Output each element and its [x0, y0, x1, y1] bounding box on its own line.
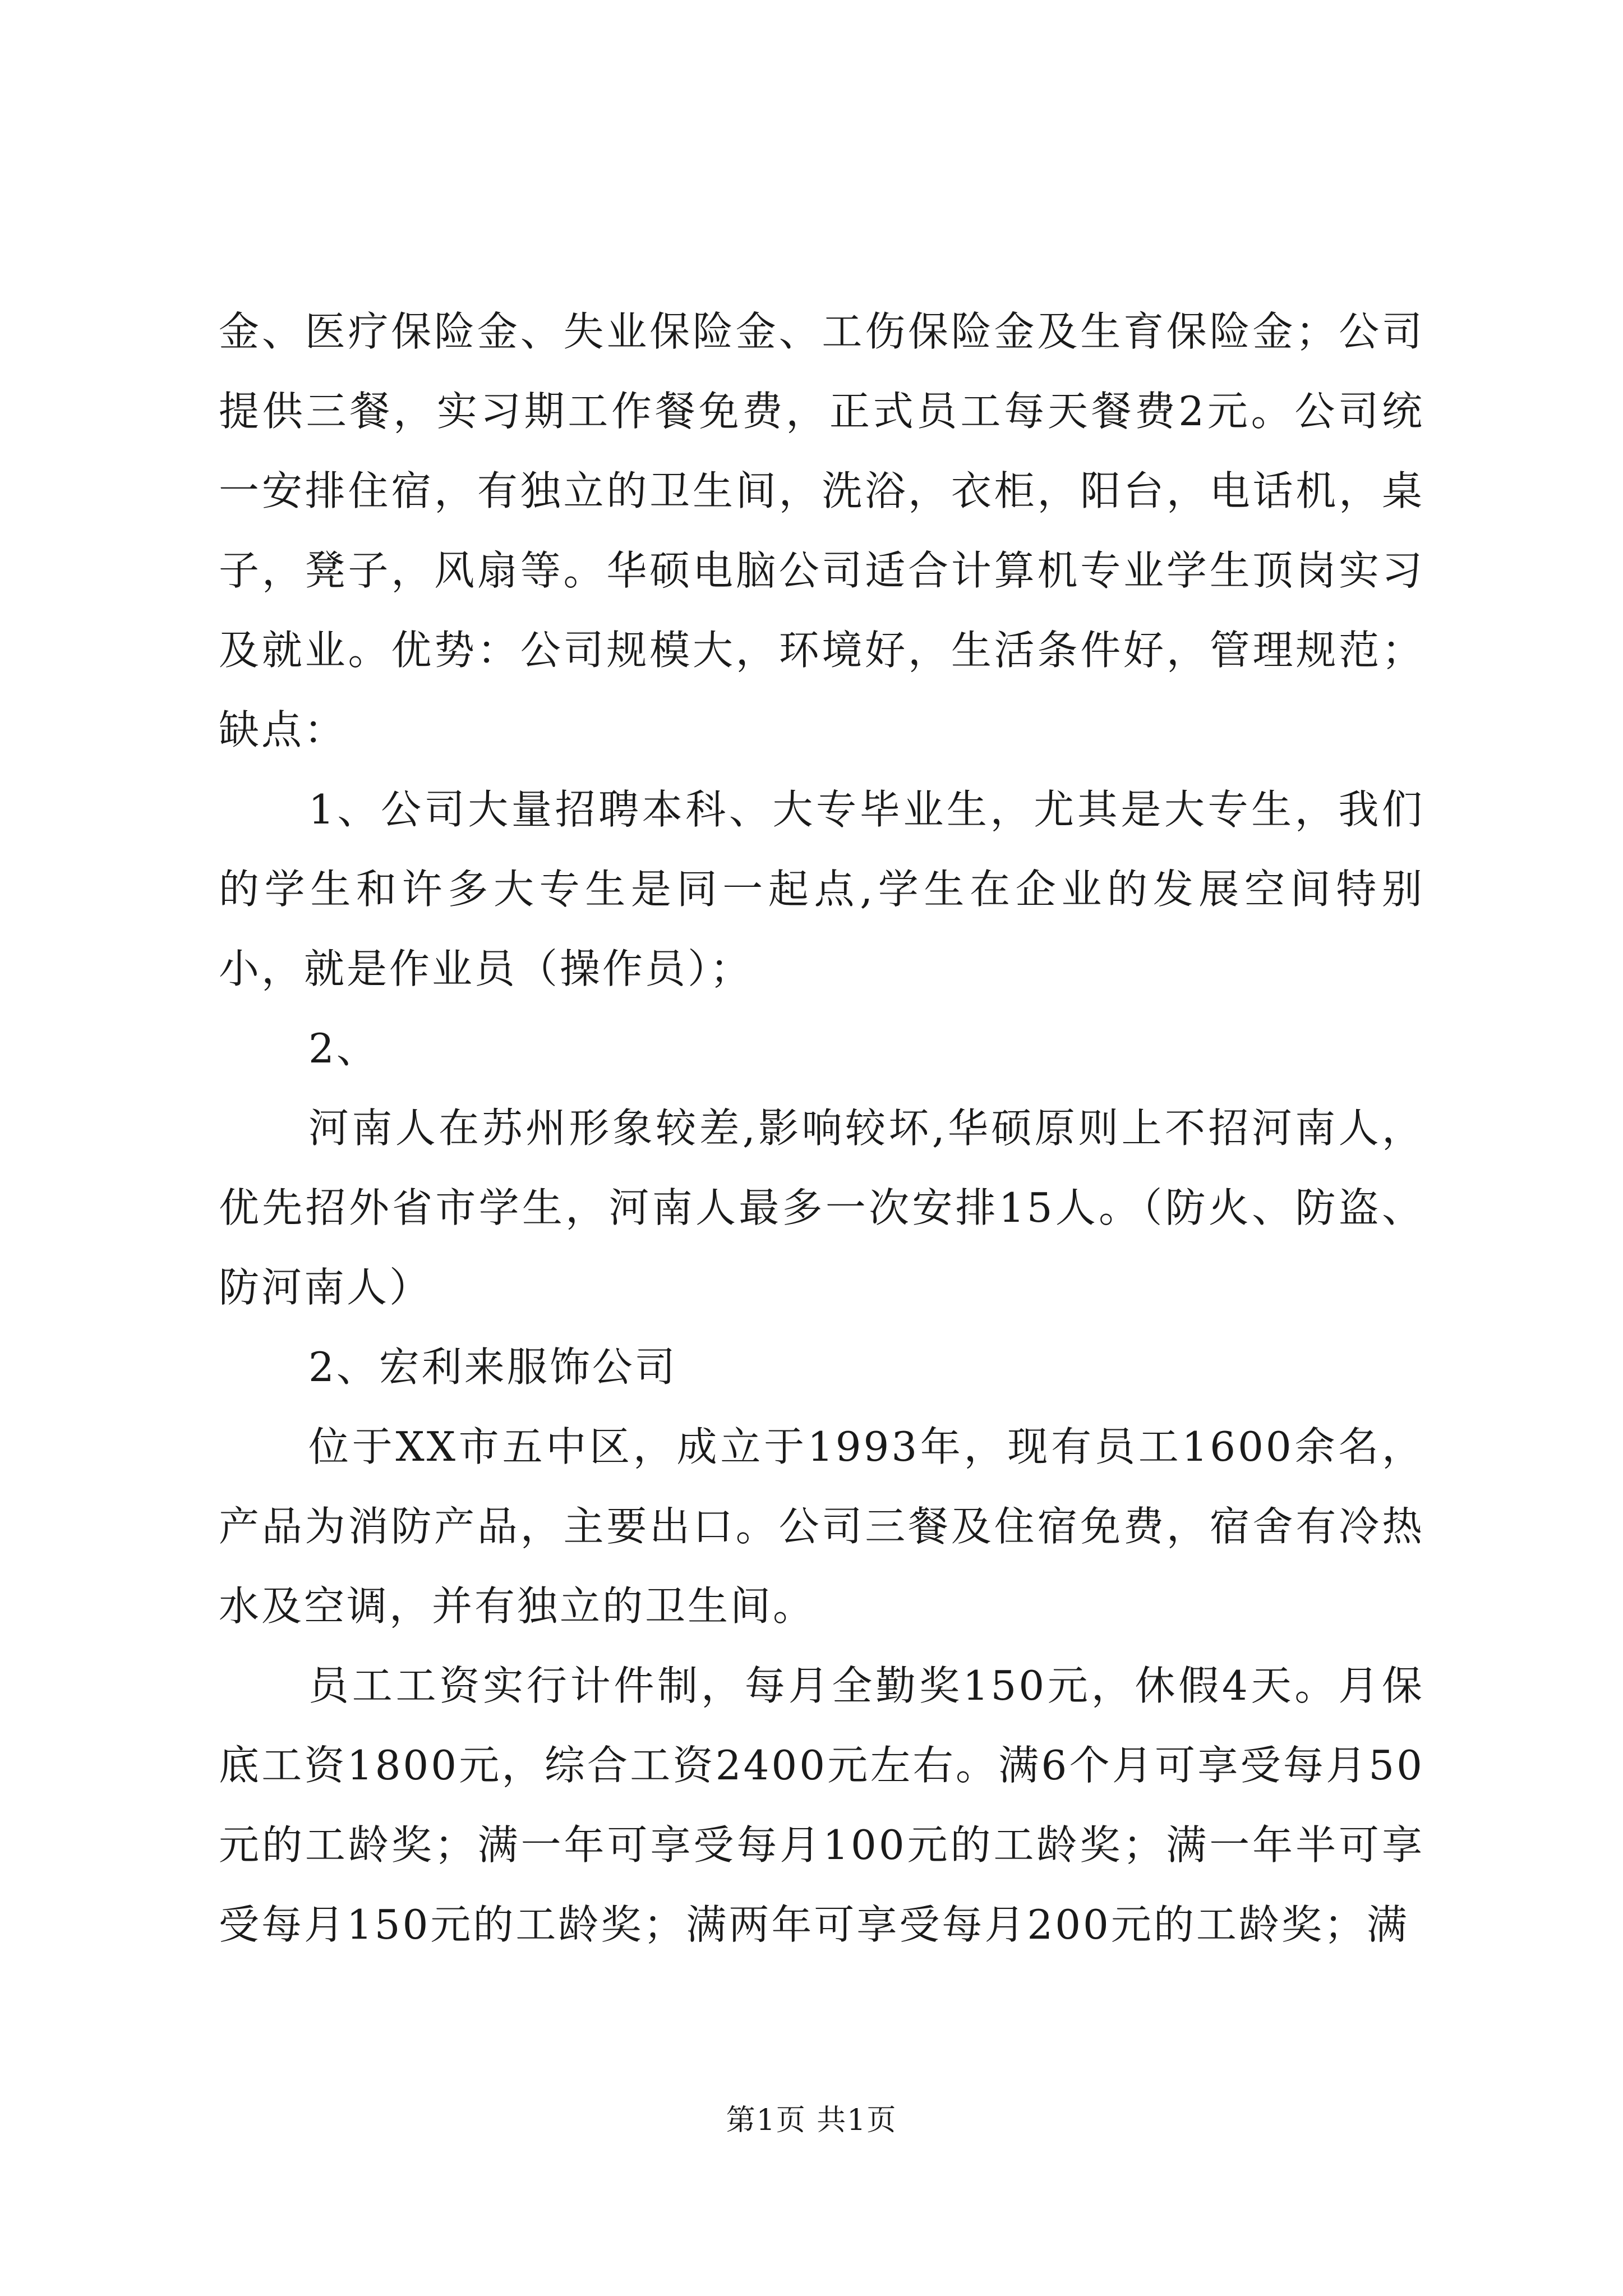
paragraph-company-intro: 位于XX市五中区，成立于1993年，现有员工1600余名，产品为消防产品，主要出口。公司三餐及住宿免费，宿舍有冷热水及空调，并有独立的卫生间。: [219, 1423, 1424, 1630]
paragraph-drawback-1: 1、公司大量招聘本科、大专毕业生，尤其是大专生，我们的学生和许多大专生是同一起点,学生在企业的发展空间特别小，就是作业员（操作员）；: [219, 786, 1424, 992]
paragraph-salary: 员工工资实行计件制，每月全勤奖150元，休假4天。月保底工资1800元，综合工资2400元左右。满6个月可享受每月50元的工龄奖；满一年可享受每月100元的工龄奖；满一年半可享受每月150元的工龄奖；满两年可享受每月200元的工龄奖；满: [219, 1662, 1424, 1948]
paragraph-drawback-2-number: 2、: [308, 1025, 379, 1072]
section-heading-company-2: 2、宏利来服饰公司: [308, 1343, 677, 1391]
paragraph-benefits-continued: 金、医疗保险金、失业保险金、工伤保险金及生育保险金；公司提供三餐，实习期工作餐免费，正式员工每天餐费2元。公司统一安排住宿，有独立的卫生间，洗浴，衣柜，阳台，电话机，桌子，凳子，风扇等。华硕电脑公司适合计算机专业学生顶岗实习及就业。优势：公司规模大，环境好，生活条件好，管理规范；缺点：: [219, 308, 1424, 753]
document-body: [219, 292, 1424, 1964]
paragraph-drawback-2-text: 河南人在苏州形象较差,影响较坏,华硕原则上不招河南人，优先招外省市学生，河南人最多一次安排15人。（防火、防盗、防河南人）: [219, 1105, 1424, 1311]
page-footer: 第1页 共1页: [726, 2104, 897, 2137]
